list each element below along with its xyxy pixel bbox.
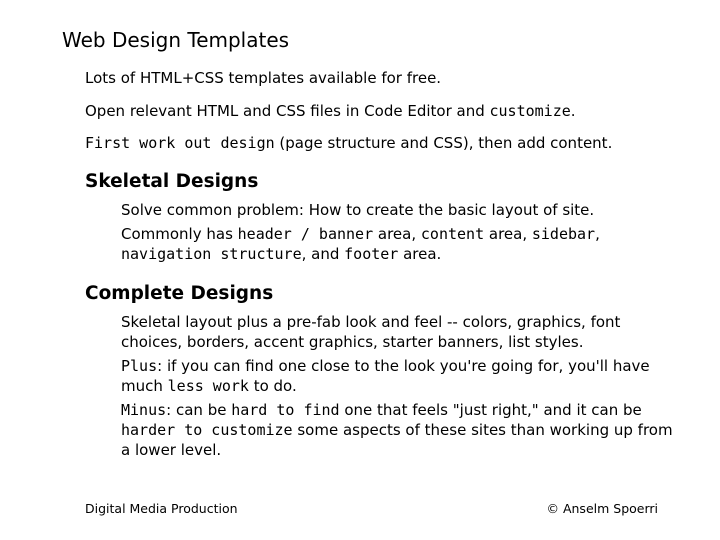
emphasis-text: header / banner xyxy=(237,225,374,243)
intro-bullet xyxy=(85,101,576,121)
intro-bullet xyxy=(85,68,441,88)
intro-bullet xyxy=(85,133,612,153)
emphasis-text: Plus xyxy=(121,357,158,375)
body-text: Skeletal layout plus a pre-fab look and feel -- colors, graphics, font choices, borders, accent graphics, starter banners, list styles. xyxy=(121,313,621,351)
emphasis-text: content xyxy=(420,225,485,243)
body-text: Open relevant HTML and CSS files in Code Editor and xyxy=(85,102,490,120)
body-text: : can be xyxy=(166,401,232,419)
section-heading: Skeletal Designs xyxy=(85,171,259,192)
body-text: to do. xyxy=(248,377,297,395)
emphasis-text: customize xyxy=(489,102,571,120)
body-text: Solve common problem: How to create the basic layout of site. xyxy=(121,201,595,219)
body-text: one that feels "just right," and it can be xyxy=(339,401,642,419)
emphasis-text: hard to find xyxy=(231,401,340,419)
body-text: . xyxy=(570,102,576,120)
emphasis-text: Minus xyxy=(121,401,167,419)
section-bullet xyxy=(121,200,681,220)
body-text: Commonly has xyxy=(121,225,238,243)
emphasis-text: navigation structure xyxy=(121,245,302,263)
section-heading: Complete Designs xyxy=(85,283,274,304)
section-bullet xyxy=(121,224,681,264)
body-text: area. xyxy=(398,245,442,263)
body-text: area, xyxy=(484,225,532,243)
footer-copyright: © Anselm Spoerri xyxy=(546,501,658,516)
section-bullet xyxy=(121,400,681,460)
section-bullet xyxy=(121,312,681,352)
emphasis-text: sidebar xyxy=(531,225,596,243)
body-text: area, xyxy=(373,225,421,243)
body-text: Lots of HTML+CSS templates available for free. xyxy=(85,69,442,87)
slide-title: Web Design Templates xyxy=(62,28,290,52)
emphasis-text: First work out design xyxy=(85,134,275,152)
body-text: some aspects of these sites than working up from a lower level. xyxy=(121,421,673,459)
body-text: : if you can find one close to the look you're going for, you'll have much xyxy=(121,357,650,395)
footer-course: Digital Media Production xyxy=(85,501,238,516)
body-text: , xyxy=(595,225,600,243)
body-text: , and xyxy=(301,245,345,263)
body-text: (page structure and CSS), then add content. xyxy=(274,134,613,152)
emphasis-text: footer xyxy=(344,245,399,263)
emphasis-text: less work xyxy=(167,377,249,395)
emphasis-text: harder to customize xyxy=(121,421,293,439)
section-bullet xyxy=(121,356,681,396)
